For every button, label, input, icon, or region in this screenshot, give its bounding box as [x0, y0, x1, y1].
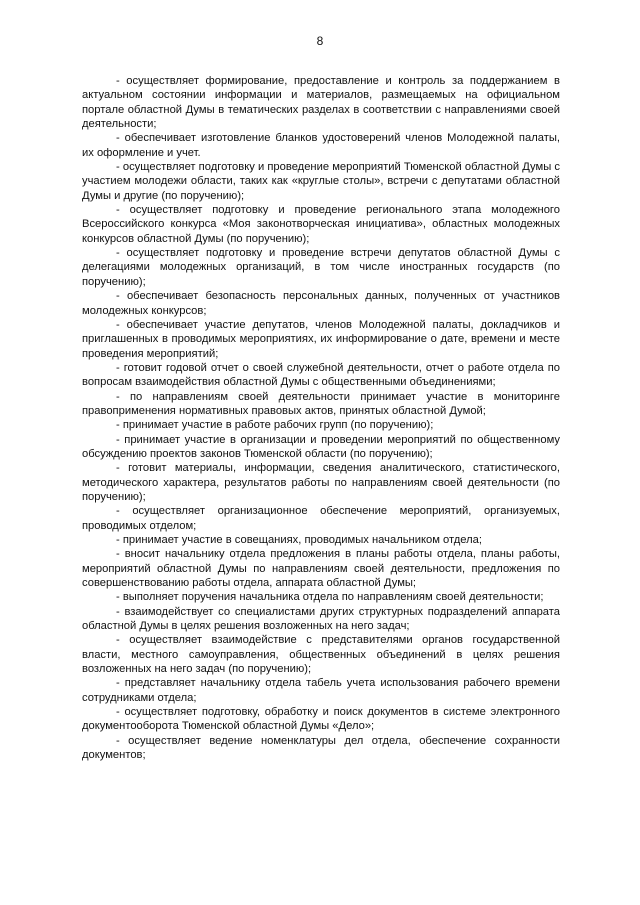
- duty-paragraph: - осуществляет подготовку и проведение встречи депутатов областной Думы с делегациями молодежных организаций, в том числе иностранных государств (по поручению);: [82, 247, 560, 288]
- duty-paragraph: - вносит начальнику отдела предложения в планы работы отдела, планы работы, мероприятий областной Думы по направлениям своей деятельности, предложения по совершенствованию работы отдела, аппарата областной Думы;: [82, 548, 560, 590]
- duty-paragraph: - осуществляет формирование, предоставление и контроль за поддержанием в актуальном состоянии информации и материалов, размещаемых на официальном портале областной Думы в тематических разделах в соответствии с направлениями своей деятельности;: [82, 75, 560, 131]
- duty-paragraph: - представляет начальнику отдела табель учета использования рабочего времени сотрудниками отдела;: [82, 677, 560, 704]
- page-number: 8: [316, 34, 324, 48]
- duty-paragraph: - осуществляет организационное обеспечение мероприятий, организуемых, проводимых отделом;: [82, 505, 560, 532]
- duty-paragraph: - осуществляет подготовку, обработку и поиск документов в системе электронного документооборота Тюменской областной Думы «Дело»;: [82, 706, 560, 733]
- duty-paragraph: - обеспечивает участие депутатов, членов Молодежной палаты, докладчиков и приглашенных в проводимых мероприятиях, их информирование о дате, времени и месте проведения мероприятий;: [82, 318, 560, 360]
- duty-paragraph: - выполняет поручения начальника отдела по направлениям своей деятельности;: [116, 591, 544, 604]
- duty-paragraph: - готовит годовой отчет о своей служебной деятельности, отчет о работе отдела по вопросам взаимодействия областной Думы с общественными объединениями;: [82, 361, 560, 389]
- document-body: [82, 74, 560, 763]
- duty-paragraph: - принимает участие в совещаниях, проводимых начальником отдела;: [116, 534, 482, 546]
- duty-paragraph: - осуществляет ведение номенклатуры дел отдела, обеспечение сохранности документов;: [82, 734, 560, 762]
- duty-paragraph: - принимает участие в организации и проведении мероприятий по общественному обсуждению проектов законов Тюменской области (по поручению);: [82, 433, 560, 460]
- duty-paragraph: - обеспечивает безопасность персональных данных, полученных от участников молодежных конкурсов;: [82, 290, 560, 317]
- duty-paragraph: - готовит материалы, информации, сведения аналитического, статистического, методического характера, результатов работы по направлениям своей деятельности (по поручению);: [82, 462, 560, 503]
- duty-paragraph: - обеспечивает изготовление бланков удостоверений членов Молодежной палаты, их оформление и учет.: [82, 132, 560, 159]
- duty-paragraph: - взаимодействует со специалистами других структурных подразделений аппарата областной Думы в целях решения возложенных на него задач;: [82, 605, 560, 633]
- duty-paragraph: - принимает участие в работе рабочих групп (по поручению);: [116, 419, 434, 432]
- duty-paragraph: - осуществляет взаимодействие с представителями органов государственной власти, местного самоуправления, общественных объединений в целях решения возложенных на него задач (по поручению);: [82, 634, 560, 676]
- duty-paragraph: - по направлениям своей деятельности принимает участие в мониторинге правоприменения нормативных правовых актов, принятых областной Думой;: [82, 390, 560, 417]
- duty-paragraph: - осуществляет подготовку и проведение мероприятий Тюменской областной Думы с участием молодежи области, таких как «круглые столы», встречи с депутатами областной Думы и другие (по поручению);: [82, 161, 560, 202]
- duty-paragraph: - осуществляет подготовку и проведение регионального этапа молодежного Всероссийского конкурса «Моя законотворческая инициатива», областных молодежных конкурсов областной Думы (по поручению);: [82, 204, 560, 245]
